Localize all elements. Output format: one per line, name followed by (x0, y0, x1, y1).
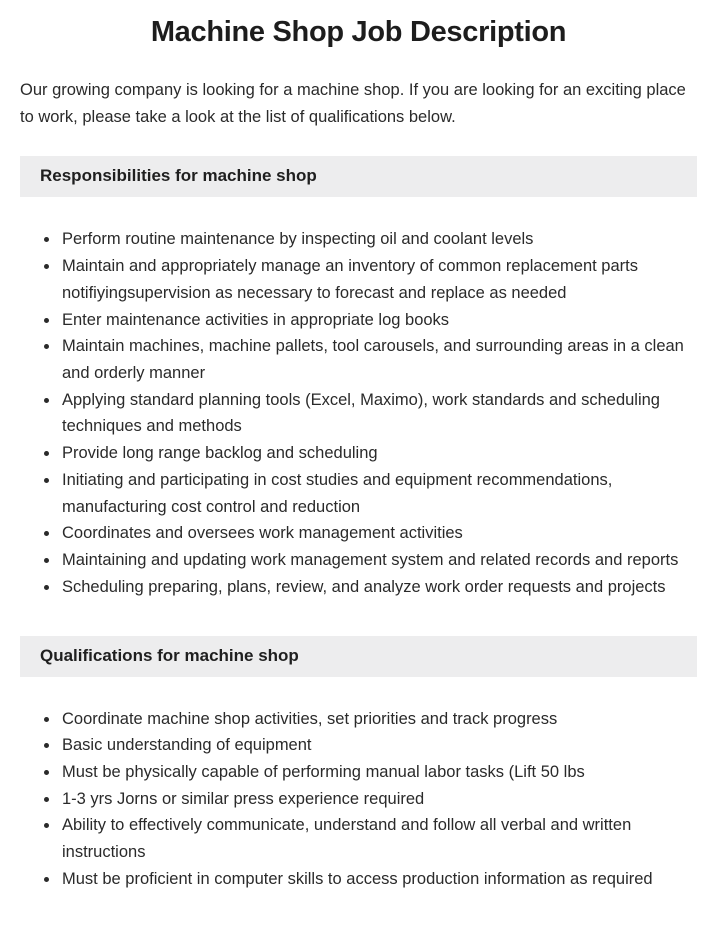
responsibility-item: • Scheduling preparing, plans, review, and analyze work order requests and projects (60, 574, 697, 601)
responsibility-item: • Enter maintenance activities in appropriate log books (60, 307, 697, 334)
responsibility-item: • Maintain machines, machine pallets, tool carousels, and surrounding areas in a clean and orderly manner (60, 333, 697, 386)
qualification-item: • Ability to effectively communicate, understand and follow all verbal and written instructions (60, 812, 697, 865)
responsibility-item: • Provide long range backlog and scheduling (60, 440, 697, 467)
qualification-item: • 1-3 yrs Jorns or similar press experience required (60, 786, 697, 813)
responsibility-item: • Initiating and participating in cost studies and equipment recommendations, manufacturing cost control and reduction (60, 467, 697, 520)
responsibility-item: • Maintaining and updating work management system and related records and reports (60, 547, 697, 574)
responsibility-item: • Coordinates and oversees work management activities (60, 520, 697, 547)
responsibility-item: • Maintain and appropriately manage an inventory of common replacement parts notifiyingsupervision as necessary to forecast and replace as needed (60, 253, 697, 306)
qualification-item: • Must be proficient in computer skills to access production information as required (60, 866, 697, 893)
responsibilities-list (20, 226, 697, 600)
qualification-item: • Coordinate machine shop activities, set priorities and track progress (60, 706, 697, 733)
responsibilities-section-header (20, 156, 697, 197)
responsibilities-heading: Responsibilities for machine shop (40, 166, 317, 186)
responsibility-item: • Perform routine maintenance by inspecting oil and coolant levels (60, 226, 697, 253)
qualifications-heading: Qualifications for machine shop (40, 645, 299, 665)
qualification-item: • Basic understanding of equipment (60, 732, 697, 759)
responsibility-item: • Applying standard planning tools (Excel, Maximo), work standards and scheduling techniques and methods (60, 387, 697, 440)
qualifications-section-header (20, 636, 697, 677)
qualification-item: • Must be physically capable of performing manual labor tasks (Lift 50 lbs (60, 759, 697, 786)
intro-paragraph: Our growing company is looking for a machine shop. If you are looking for an exciting place to work, please take a look at the list of qualifications below. (20, 81, 686, 127)
page-title: Machine Shop Job Description (150, 16, 567, 48)
qualifications-list (20, 706, 697, 893)
